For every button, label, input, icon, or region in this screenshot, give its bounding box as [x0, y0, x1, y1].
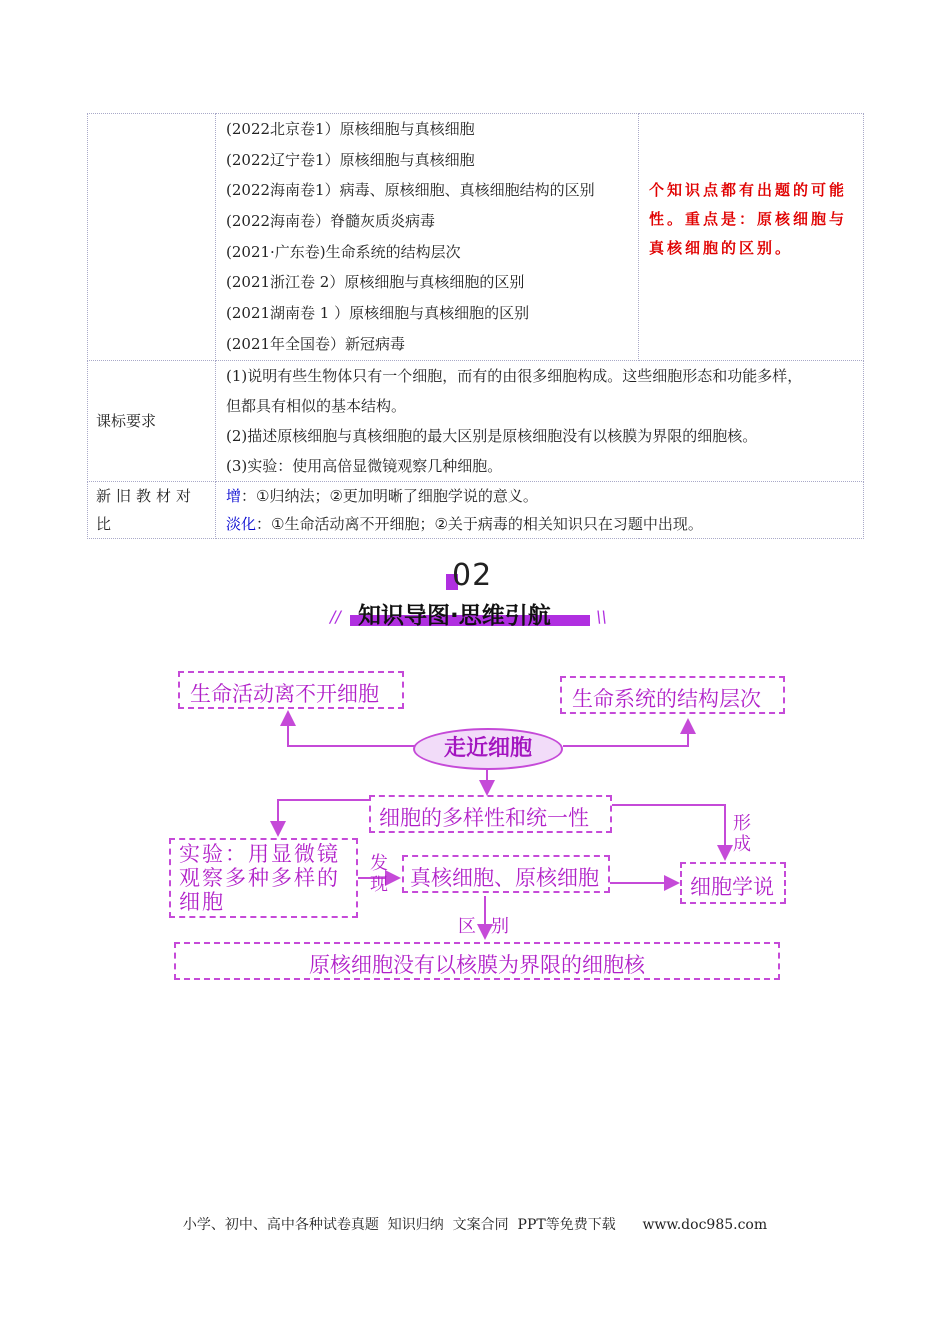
- node-diversity: 细胞的多样性和统一性: [369, 795, 612, 833]
- cmp-add: [216, 482, 863, 510]
- section-number-text: 02: [452, 558, 493, 593]
- arrow-center-right: [563, 720, 688, 746]
- node-experiment: [169, 838, 358, 918]
- exam-item: (2022海南卷1）病毒、原核细胞、真核细胞结构的区别: [226, 181, 595, 200]
- exam-item: (2022海南卷）脊髓灰质炎病毒: [226, 212, 436, 231]
- cmp-cell: [216, 481, 864, 538]
- exam-label-cell: [88, 114, 216, 361]
- node-life-activity: 生命活动离不开细胞: [178, 671, 404, 709]
- experiment-line: 细胞: [179, 890, 225, 914]
- node-theory: 细胞学说: [680, 862, 786, 904]
- node-cells: 真核细胞、原核细胞: [402, 855, 610, 893]
- exam-item: (2022北京卷1）原核细胞与真核细胞: [226, 120, 475, 138]
- exam-list-cell: [216, 114, 639, 361]
- exam-item: (2021年全国卷）新冠病毒: [226, 334, 406, 353]
- req-item: 但都具有相似的基本结构。: [226, 396, 407, 415]
- exam-item: (2021湖南卷 1 ）原核细胞与真核细胞的区别: [226, 304, 530, 323]
- cmp-add-key: 增: [226, 486, 242, 505]
- req-item: (3)实验：使用高倍显微镜观察几种细胞。: [226, 456, 503, 475]
- title-slash-right: \\: [596, 607, 607, 626]
- page-footer: 小学、初中、高中各种试卷真题 知识归纳 文案合同 PPT等免费下载 www.doc985.com: [182, 1217, 768, 1233]
- node-center: 走近细胞: [413, 728, 563, 770]
- note-cell: [639, 114, 864, 361]
- cmp-add-text: ：①归纳法；②更加明晰了细胞学说的意义。: [241, 486, 538, 505]
- label-diff-b: 别: [491, 916, 509, 937]
- arrow-diversity-theory: [612, 805, 725, 859]
- cmp-label: 新旧教材对比: [88, 481, 216, 538]
- info-table: [87, 113, 864, 539]
- node-difference: 原核细胞没有以核膜为界限的细胞核: [174, 942, 780, 980]
- key-point-note: 个知识点都有出题的可能性。重点是：原核细胞与真核细胞的区别。: [649, 181, 848, 257]
- label-find: 发 现: [370, 853, 388, 895]
- arrow-center-left: [288, 712, 415, 746]
- label-form: 形 成: [733, 813, 751, 855]
- section-title-text: 知识导图·思维引航: [358, 603, 551, 629]
- section-number: [440, 558, 510, 594]
- req-cell: [216, 360, 864, 481]
- section-title: [350, 597, 590, 631]
- arrow-diversity-experiment: [278, 800, 370, 835]
- cmp-less: [216, 510, 863, 538]
- req-label: 课标要求: [88, 360, 216, 481]
- exam-item: (2021浙江卷 2）原核细胞与真核细胞的区别: [226, 273, 525, 292]
- req-item: (1)说明有些生物体只有一个细胞，而有的由很多细胞构成。这些细胞形态和功能多样，: [226, 366, 803, 385]
- label-diff-a: 区: [458, 916, 476, 937]
- req-item: (2)描述原核细胞与真核细胞的最大区别是原核细胞没有以核膜为界限的细胞核。: [226, 426, 758, 445]
- node-life-system: 生命系统的结构层次: [560, 676, 785, 714]
- exam-item: (2022辽宁卷1）原核细胞与真核细胞: [226, 150, 475, 169]
- cmp-less-key: 淡化: [226, 514, 257, 533]
- cmp-less-text: ：①生命活动离不开细胞；②关于病毒的相关知识只在习题中出现。: [256, 514, 703, 533]
- title-slash-left: //: [330, 607, 341, 626]
- experiment-line: 观察多种多样的: [179, 866, 340, 890]
- exam-item: (2021·广东卷)生命系统的结构层次: [226, 242, 461, 261]
- mind-map: [0, 640, 950, 1000]
- exam-list: [216, 114, 638, 360]
- experiment-line: 实验：用显微镜: [179, 842, 340, 866]
